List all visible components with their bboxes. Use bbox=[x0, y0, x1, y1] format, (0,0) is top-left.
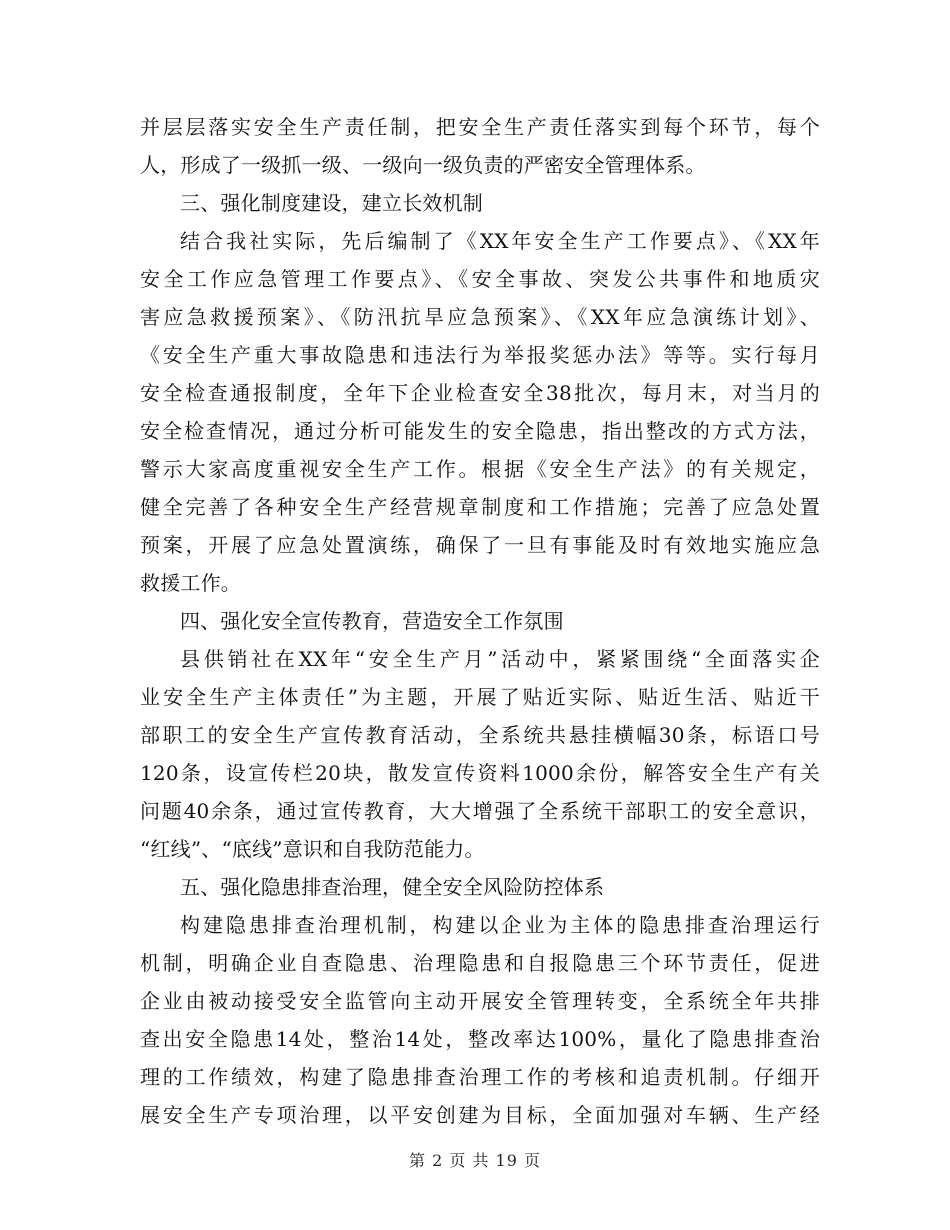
body-line: 《安全生产重大事故隐患和违法行为举报奖惩办法》等等。实行每月 bbox=[140, 343, 820, 367]
document-body bbox=[140, 108, 820, 1134]
body-line: 救援工作。 bbox=[140, 571, 241, 595]
body-line: 查出安全隐患14处，整治14处，整改率达100%，量化了隐患排查治 bbox=[140, 1027, 820, 1051]
section-heading: 五、强化隐患排查治理，健全安全风险防控体系 bbox=[180, 875, 605, 899]
body-line: 业安全生产主体责任”为主题，开展了贴近实际、贴近生活、贴近干 bbox=[140, 685, 820, 709]
page-number-footer: 第 2 页 共 19 页 bbox=[409, 1151, 541, 1170]
body-line: 展安全生产专项治理，以平安创建为目标，全面加强对车辆、生产经 bbox=[140, 1103, 820, 1127]
body-line: 安全检查情况，通过分析可能发生的安全隐患，指出整改的方式方法， bbox=[140, 419, 820, 443]
body-line: 县供销社在XX年“安全生产月”活动中，紧紧围绕“全面落实企 bbox=[180, 647, 820, 671]
body-line: 问题40余条，通过宣传教育，大大增强了全系统干部职工的安全意识， bbox=[140, 799, 820, 823]
body-line: 理的工作绩效，构建了隐患排查治理工作的考核和追责机制。仔细开 bbox=[140, 1065, 820, 1089]
body-line: 安全工作应急管理工作要点》、《安全事故、突发公共事件和地质灾 bbox=[140, 267, 820, 291]
body-line: 害应急救援预案》、《防汛抗旱应急预案》、《XX年应急演练计划》、 bbox=[140, 305, 820, 329]
body-line: 人，形成了一级抓一级、一级向一级负责的严密安全管理体系。 bbox=[140, 153, 706, 177]
body-line: 警示大家高度重视安全生产工作。根据《安全生产法》的有关规定， bbox=[140, 457, 820, 481]
body-line: 预案，开展了应急处置演练，确保了一旦有事能及时有效地实施应急 bbox=[140, 533, 820, 557]
body-line: 企业由被动接受安全监管向主动开展安全管理转变，全系统全年共排 bbox=[140, 989, 820, 1013]
body-line: 部职工的安全生产宣传教育活动，全系统共悬挂横幅30条，标语口号 bbox=[140, 723, 820, 747]
body-line: 120条，设宣传栏20块，散发宣传资料1000余份，解答安全生产有关 bbox=[140, 761, 820, 785]
body-line: 结合我社实际，先后编制了《XX年安全生产工作要点》、《XX年 bbox=[180, 229, 820, 253]
body-line: 机制，明确企业自查隐患、治理隐患和自报隐患三个环节责任，促进 bbox=[140, 951, 820, 975]
body-line: 安全检查通报制度，全年下企业检查安全38批次，每月末，对当月的 bbox=[140, 381, 820, 405]
body-line: 并层层落实安全生产责任制，把安全生产责任落实到每个环节，每个 bbox=[140, 115, 820, 139]
body-line: 健全完善了各种安全生产经营规章制度和工作措施；完善了应急处置 bbox=[140, 495, 820, 519]
section-heading: 三、强化制度建设，建立长效机制 bbox=[180, 191, 483, 215]
body-line: 构建隐患排查治理机制，构建以企业为主体的隐患排查治理运行 bbox=[180, 913, 820, 937]
body-line: “红线”、“底线”意识和自我防范能力。 bbox=[140, 837, 485, 861]
section-heading: 四、强化安全宣传教育，营造安全工作氛围 bbox=[180, 609, 564, 633]
